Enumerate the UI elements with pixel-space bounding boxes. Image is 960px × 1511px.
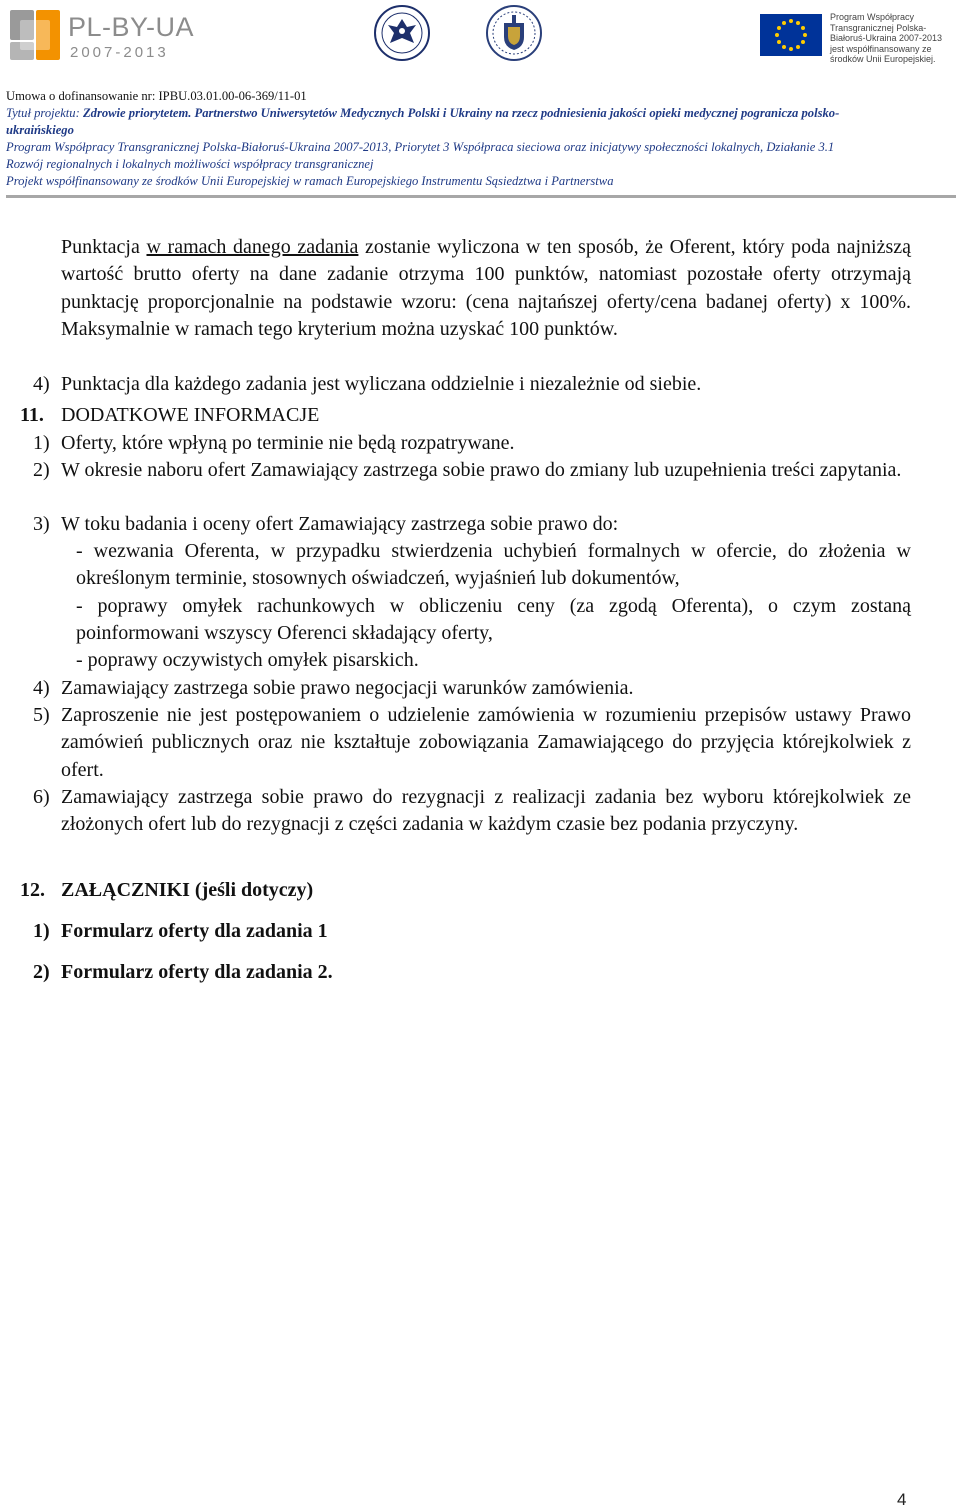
eu-logo	[760, 10, 950, 64]
page-header	[0, 0, 960, 202]
page-number: 4	[897, 1490, 907, 1509]
plbyua-logo	[10, 10, 195, 62]
underlined-phrase: w ramach danego zadania	[146, 236, 359, 258]
contract-number: Umowa o dofinansowanie nr: IPBU.03.01.00-06-369/11-01	[6, 89, 307, 103]
sub-item: - wezwania Oferenta, w przypadku stwierdzenia uchybień formalnych w ofercie, do złożenia w określonym terminie, stosownych oświadczeń, wyjaśnień lub dokumentów,	[76, 540, 911, 590]
program-line: Program Współpracy Transgranicznej Polska-Białoruś-Ukraina 2007-2013, Priorytet 3 Współpraca sieciowa oraz inicjatywy społeczności lokalnych, Działanie 3.1	[6, 140, 835, 154]
project-title-cont: ukraińskiego	[6, 123, 74, 137]
eu-program-text: Program Współpracy Transgranicznej Polska-Białoruś-Ukraina 2007-2013 jest współfinansowany ze środków Unii Europejskiej.	[830, 12, 943, 64]
sub-item: - poprawy omyłek rachunkowych w obliczeniu ceny (za zgodą Oferenta), o czym zostaną poinformowani wszyscy Oferenci składający oferty,	[76, 595, 911, 645]
eu-flag-icon	[760, 14, 822, 56]
plbyua-logo-name: PL-BY-UA	[68, 12, 195, 42]
cofinance-line: Projekt współfinansowany ze środków Unii Europejskiej w ramach Europejskiego Instrumentu Sąsiedztwa i Partnerstwa	[6, 174, 614, 188]
university-seal-icon	[374, 5, 430, 61]
project-title: Tytuł projektu: Zdrowie priorytetem. Partnerstwo Uniwersytetów Medycznych Polski i Ukrainy na rzecz podniesienia jakości opieki medycznej pogranicza polsko-	[6, 106, 840, 120]
plbyua-logo-icon	[10, 10, 60, 60]
scoring-paragraph: Punktacja w ramach danego zadania zostanie wyliczona w ten sposób, że Oferent, który poda najniższą wartość brutto oferty na dane zadanie otrzyma 100 punktów, natomiast pozostałe oferty otrzymają punktację proporcjonalnie na podstawie wzoru: (cena najtańszej oferty/cena badanej oferty) x 100%. Maksymalnie w ramach tego kryterium można uzyskać 100 punktów.	[61, 236, 911, 340]
plbyua-logo-years: 2007-2013	[70, 44, 169, 61]
project-meta	[6, 88, 954, 190]
sub-item: - poprawy oczywistych omyłek pisarskich.	[76, 649, 419, 671]
header-divider	[6, 195, 956, 198]
university-seal-icon	[486, 5, 542, 61]
measure-line: Rozwój regionalnych i lokalnych możliwości współpracy transgranicznej	[6, 157, 374, 171]
